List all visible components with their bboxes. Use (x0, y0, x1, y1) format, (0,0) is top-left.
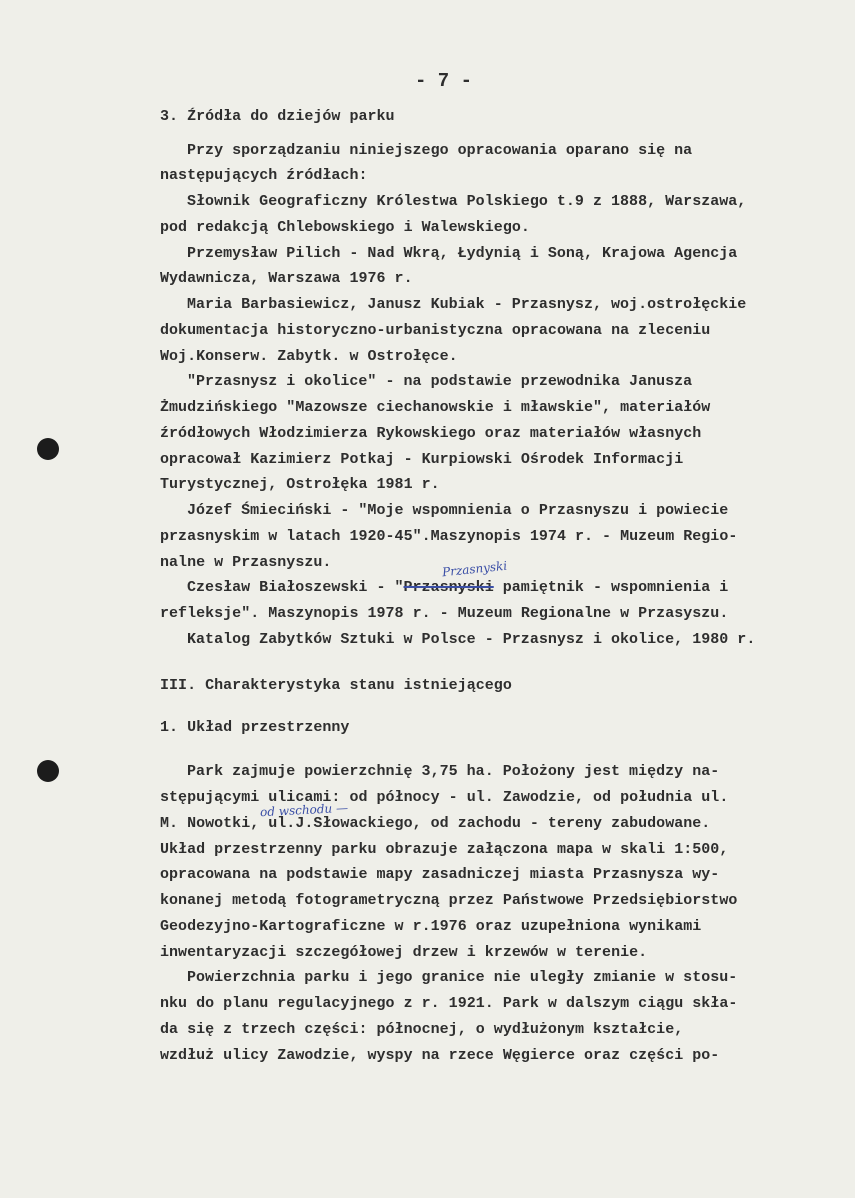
text-line: "Przasnysz i okolice" - na podstawie przewodnika Janusza (187, 373, 693, 390)
text-line: M. Nowotki, ul.J.Słowackiego, od zachodu - tereny zabudowane. (160, 815, 711, 832)
text-line: Maria Barbasiewicz, Janusz Kubiak - Przasnysz, woj.ostrołęckie (187, 296, 747, 313)
text-line: da się z trzech części: północnej, o wydłużonym kształcie, (160, 1021, 684, 1038)
section-heading: 3. Źródła do dziejów parku (160, 108, 395, 125)
text-line: refleksje". Maszynopis 1978 r. - Muzeum Regionalne w Przasyszu. (160, 605, 729, 622)
text-line: inwentaryzacji szczegółowej drzew i krzewów w terenie. (160, 944, 648, 961)
subsection-heading: 1. Układ przestrzenny (160, 719, 350, 736)
chapter-heading: III. Charakterystyka stanu istniejącego (160, 677, 512, 694)
struck-word: Przasnyski (403, 579, 494, 596)
text-line: Turystycznej, Ostrołęka 1981 r. (160, 476, 440, 493)
text-line: wzdłuż ulicy Zawodzie, wyspy na rzece Węgierce oraz części po- (160, 1047, 720, 1064)
page-number: - 7 - (415, 70, 473, 92)
text-line: pod redakcją Chlebowskiego i Walewskiego. (160, 219, 530, 236)
text-line: Woj.Konserw. Zabytk. w Ostrołęce. (160, 348, 458, 365)
text-line: Katalog Zabytków Sztuki w Polsce - Przasnysz i okolice, 1980 r. (187, 631, 756, 648)
text-line: następujących źródłach: (160, 167, 368, 184)
punch-hole-top (37, 438, 59, 460)
text-line: konanej metodą fotogrametryczną przez Państwowe Przedsiębiorstwo (160, 892, 738, 909)
text-line: Józef Śmieciński - "Moje wspomnienia o Przasnyszu i powiecie (187, 502, 729, 519)
text-line: Słownik Geograficzny Królestwa Polskiego t.9 z 1888, Warszawa, (187, 193, 747, 210)
text-line: Wydawnicza, Warszawa 1976 r. (160, 270, 413, 287)
text-line: Przemysław Pilich - Nad Wkrą, Łydynią i Soną, Krajowa Agencja (187, 245, 738, 262)
text-line: Park zajmuje powierzchnię 3,75 ha. Położony jest między na- (187, 763, 720, 780)
punch-hole-bottom (37, 760, 59, 782)
text-line: dokumentacja historyczno-urbanistyczna opracowana na zleceniu (160, 322, 711, 339)
text-line: Powierzchnia parku i jego granice nie uległy zmianie w stosu- (187, 969, 738, 986)
text-segment: pamiętnik - wspomnienia i (493, 579, 729, 596)
text-line: Układ przestrzenny parku obrazuje załączona mapa w skali 1:500, (160, 841, 729, 858)
text-line: stępującymi ulicami: od północy - ul. Zawodzie, od południa ul. (160, 789, 729, 806)
handwritten-correction-przasnyski: Przasnyski (441, 558, 508, 580)
text-line: Geodezyjno-Kartograficzne w r.1976 oraz uzupełniona wynikami (160, 918, 702, 935)
text-line-bialoszewski (187, 579, 728, 597)
text-line: opracował Kazimierz Potkaj - Kurpiowski Ośrodek Informacji (160, 451, 684, 468)
text-line: nku do planu regulacyjnego z r. 1921. Park w dalszym ciągu skła- (160, 995, 738, 1012)
handwritten-insertion-od-wschodu: od wschodu — (259, 800, 349, 820)
text-line: przasnyskim w latach 1920-45".Maszynopis 1974 r. - Muzeum Regio- (160, 528, 738, 545)
text-line: źródłowych Włodzimierza Rykowskiego oraz materiałów własnych (160, 425, 702, 442)
text-segment: Czesław Białoszewski - " (187, 579, 404, 596)
text-line: Przy sporządzaniu niniejszego opracowania oparano się na (187, 142, 693, 159)
text-line: nalne w Przasnyszu. (160, 554, 332, 571)
text-line: Żmudzińskiego "Mazowsze ciechanowskie i mławskie", materiałów (160, 399, 711, 416)
text-line: opracowana na podstawie mapy zasadniczej miasta Przasnysza wy- (160, 866, 720, 883)
